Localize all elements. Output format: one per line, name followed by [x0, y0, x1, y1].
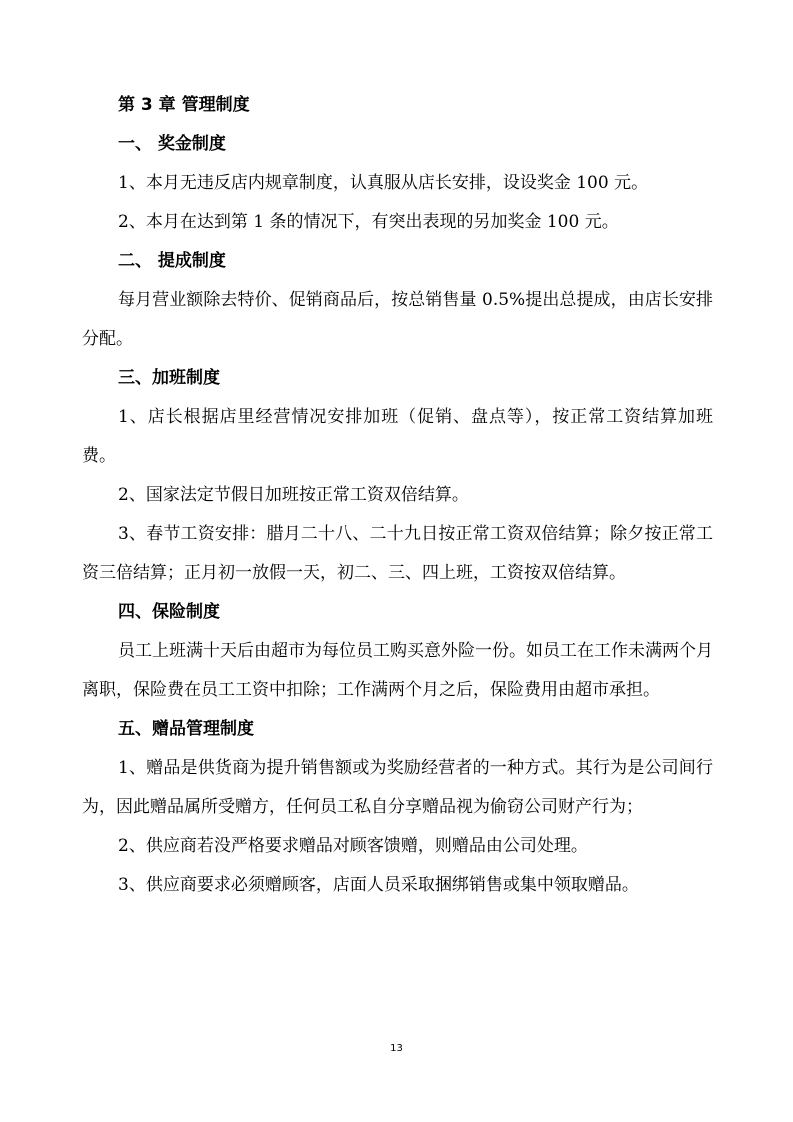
- chapter-title: 第 3 章 管理制度: [118, 95, 250, 115]
- section-heading-insurance: 四、保险制度: [118, 602, 220, 622]
- section-heading-bonus: 一、 奖金制度: [118, 134, 226, 154]
- paragraph-overtime-2: 2、国家法定节假日加班按正常工资双倍结算。: [118, 485, 469, 505]
- section-heading-gifts: 五、赠品管理制度: [118, 719, 254, 739]
- paragraph-gifts-3: 3、供应商要求必须赠顾客，店面人员采取捆绑销售或集中领取赠品。: [118, 875, 639, 895]
- page-number: 13: [390, 1043, 403, 1054]
- paragraph-gifts-2: 2、供应商若没严格要求赠品对顾客馈赠，则赠品由公司处理。: [118, 836, 588, 856]
- paragraph-overtime-3: 3、春节工资安排：腊月二十八、二十九日按正常工资双倍结算；除夕按正常工资三倍结算；正月初一放假一天，初二、三、四上班，工资按双倍结算。: [82, 524, 713, 583]
- paragraph-overtime-1: 1、店长根据店里经营情况安排加班（促销、盘点等），按正常工资结算加班费。: [82, 407, 713, 466]
- section-heading-overtime: 三、加班制度: [118, 368, 220, 388]
- paragraph-bonus-1: 1、本月无违反店内规章制度，认真服从店长安排，设设奖金 100 元。: [118, 173, 649, 193]
- section-heading-commission: 二、 提成制度: [118, 251, 226, 271]
- paragraph-bonus-2: 2、本月在达到第 1 条的情况下，有突出表现的另加奖金 100 元。: [118, 212, 619, 232]
- paragraph-commission-1: 每月营业额除去特价、促销商品后，按总销售量 0.5%提出总提成，由店长安排分配。: [82, 290, 713, 349]
- paragraph-gifts-1: 1、赠品是供货商为提升销售额或为奖励经营者的一种方式。其行为是公司间行为，因此赠品属所受赠方，任何员工私自分享赠品视为偷窃公司财产行为；: [82, 758, 713, 817]
- page-content: [82, 86, 713, 905]
- paragraph-insurance-1: 员工上班满十天后由超市为每位员工购买意外险一份。如员工在工作未满两个月离职，保险费在员工工资中扣除；工作满两个月之后，保险费用由超市承担。: [82, 641, 713, 700]
